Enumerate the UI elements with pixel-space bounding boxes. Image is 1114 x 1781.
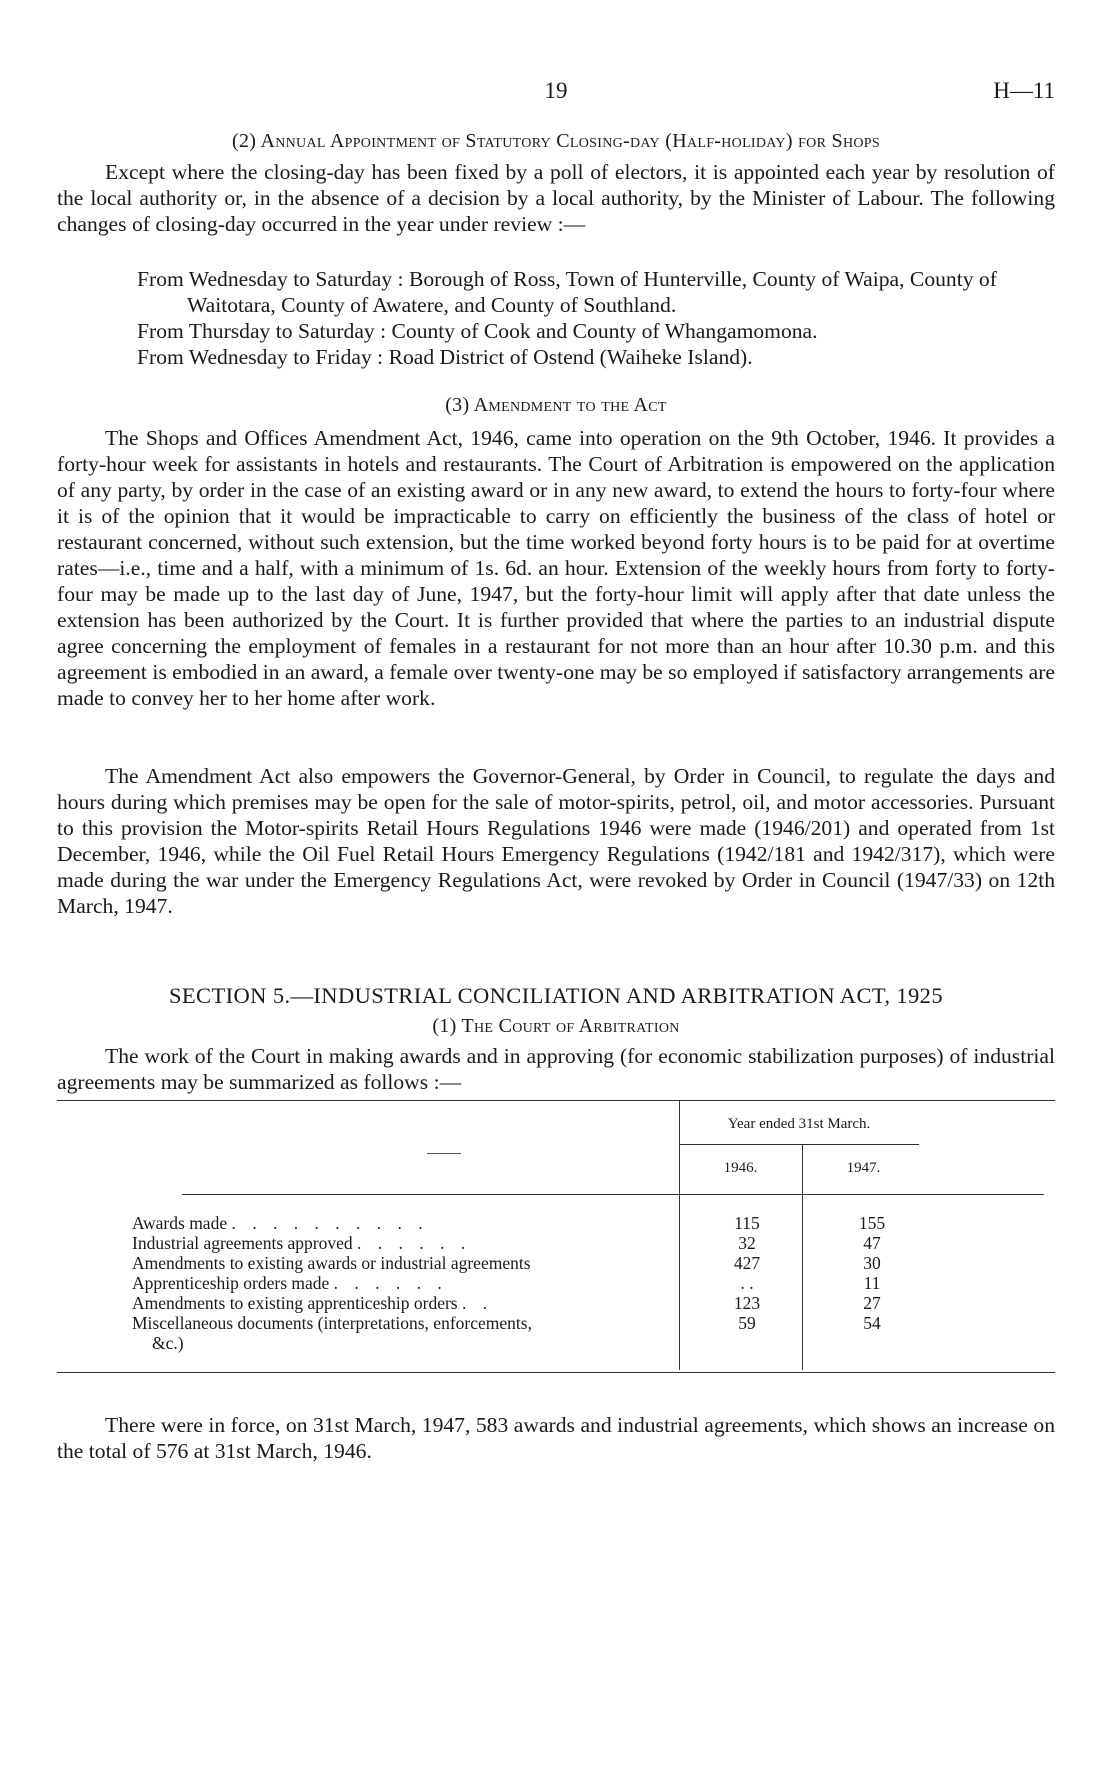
row-label: Amendments to existing awards or industrial agreements (132, 1253, 531, 1273)
table-row (132, 1333, 1052, 1354)
row-label: Industrial agreements approved (132, 1233, 353, 1253)
running-head (57, 78, 1055, 108)
section-5-closing: There were in force, on 31st March, 1947, 583 awards and industrial agreements, which shows an increase on the total of 576 at 31st March, 1946. (57, 1413, 1055, 1463)
leader-dots: . . . . . . (357, 1233, 472, 1253)
value-1946: 123 (733, 1293, 761, 1313)
table-column-header-1947: 1947. (846, 1160, 881, 1176)
section-3-heading: (3) Amendment to the Act (445, 394, 667, 416)
table-row (132, 1253, 1052, 1274)
change-item: From Wednesday to Friday : Road District of Ostend (Waiheke Island). (137, 345, 753, 369)
closing-day-changes-list (137, 266, 1055, 370)
table-top-rule (57, 1100, 1055, 1101)
section-2-intro: Except where the closing-day has been fixed by a poll of electors, it is appointed each year by resolution of the local authority or, in the absence of a decision by a local authority, by the Minister of Labour. The following changes of closing-day occurred in the year under review :— (57, 160, 1055, 236)
row-label: Apprenticeship orders made (132, 1273, 330, 1293)
table-header-bottom-rule (182, 1194, 1044, 1195)
section-5-title: SECTION 5.—INDUSTRIAL CONCILIATION AND ARBITRATION ACT, 1925 (169, 983, 943, 1008)
value-1947: 54 (863, 1313, 881, 1333)
stub-header-dash (427, 1153, 461, 1154)
court-work-table (57, 1100, 1055, 1386)
table-header-rule (679, 1144, 919, 1145)
row-label: Amendments to existing apprenticeship orders (132, 1293, 458, 1313)
table-group-header: Year ended 31st March. (727, 1116, 871, 1132)
value-1946: 59 (738, 1313, 756, 1333)
section-5-subheading: (1) The Court of Arbitration (432, 1015, 680, 1037)
table-column-header-1946: 1946. (723, 1160, 758, 1176)
table-row (132, 1213, 1052, 1234)
value-1946: 32 (738, 1233, 756, 1253)
section-5-intro: The work of the Court in making awards and in approving (for economic stabilization purposes) of industrial agreements may be summarized as follows :— (57, 1044, 1055, 1094)
row-label: Miscellaneous documents (interpretations, enforcements, (132, 1313, 532, 1333)
value-1947: 30 (863, 1253, 881, 1273)
table-row (132, 1233, 1052, 1254)
table-row (132, 1313, 1052, 1334)
table-row (132, 1273, 1052, 1294)
section-3-paragraph-2: The Amendment Act also empowers the Governor-General, by Order in Council, to regulate the days and hours during which premises may be open for the sale of motor-spirits, petrol, oil, and motor accessories. Pursuant to this provision the Motor-spirits Retail Hours Regulations 1946 were made (1946/201) and operated from 1st December, 1946, while the Oil Fuel Retail Hours Emergency Regulations (1942/181 and 1942/317), which were made during the war under the Emergency Regulations Act, were revoked by Order in Council (1947/33) on 12th March, 1947. (57, 764, 1055, 918)
section-2-heading: (2) Annual Appointment of Statutory Closing-day (Half-holiday) for Shops (232, 130, 880, 152)
change-item: From Wednesday to Saturday : Borough of Ross, Town of Hunterville, County of Waipa, County of Waitotara, County of Awatere, and County of Southland. (137, 267, 997, 317)
series-code: H—11 (993, 78, 1055, 103)
value-1947: 155 (858, 1213, 886, 1233)
section-3-paragraph-1: The Shops and Offices Amendment Act, 1946, came into operation on the 9th October, 1946. It provides a forty-hour week for assistants in hotels and restaurants. The Court of Arbitration is empowered on the application of any party, by order in the case of an existing award or in any new award, to extend the hours to forty-four where it is of the opinion that it would be impracticable to carry on efficiently the business of the class of hotel or restaurant concerned, without such extension, but the time worked beyond forty hours is to be paid for at overtime rates—i.e., time and a half, with a minimum of 1s. 6d. an hour. Extension of the weekly hours from forty to forty-four may be made up to the last day of June, 1947, but the forty-hour limit will apply after that date unless the extension has been authorized by the Court. It is further provided that where the parties to an industrial dispute agree concerning the employment of females in a restaurant for not more than an hour after 10.30 p.m. and this agreement is embodied in an award, a female over twenty-one may be so employed if satisfactory arrangements are made to convey her to her home after work. (57, 426, 1055, 710)
value-1947: 11 (863, 1273, 881, 1293)
leader-dots: . . . . . . (333, 1273, 448, 1293)
page-number: 19 (544, 78, 568, 103)
row-label: &c.) (152, 1333, 184, 1353)
leader-dots: . . . . . . . . . . (231, 1213, 429, 1233)
value-1946: 427 (733, 1253, 761, 1273)
value-1947: 47 (863, 1233, 881, 1253)
value-1947: 27 (863, 1293, 881, 1313)
table-row (132, 1293, 1052, 1314)
value-1946: 115 (734, 1213, 760, 1233)
table-bottom-rule (57, 1372, 1055, 1373)
value-1946: . . (740, 1273, 754, 1293)
leader-dots: . . (462, 1293, 494, 1313)
row-label: Awards made (132, 1213, 228, 1233)
change-item: From Thursday to Saturday : County of Cook and County of Whangamomona. (137, 319, 818, 343)
